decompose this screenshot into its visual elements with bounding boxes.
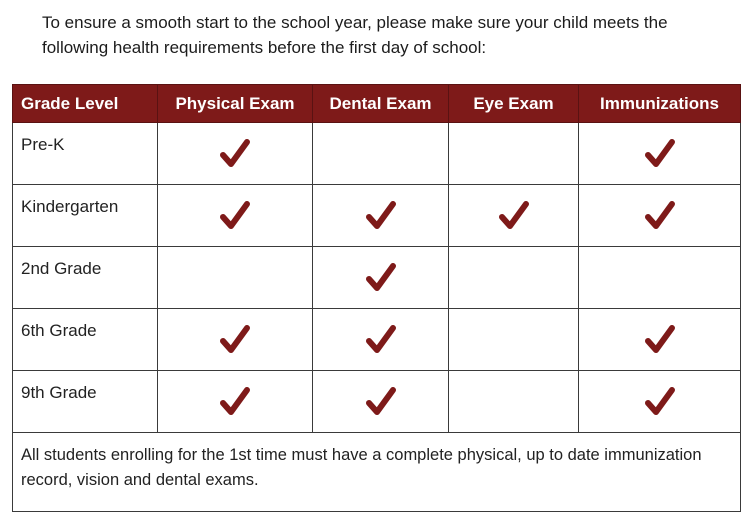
checkmark-icon <box>643 199 677 233</box>
requirement-cell <box>449 123 579 185</box>
health-requirements-table <box>12 84 741 512</box>
checkmark-icon <box>364 199 398 233</box>
grade-label: Kindergarten <box>21 197 119 216</box>
requirement-cell <box>449 309 579 371</box>
table-row <box>13 371 741 433</box>
requirement-cell <box>158 123 313 185</box>
table-header-row <box>13 85 741 123</box>
requirement-cell <box>579 309 741 371</box>
checkmark-icon <box>218 137 252 171</box>
checkmark-icon <box>364 261 398 295</box>
requirement-cell <box>579 185 741 247</box>
requirement-cell <box>158 247 313 309</box>
intro-text: To ensure a smooth start to the school year, please make sure your child meets the following health requirements before the first day of school: <box>42 13 668 57</box>
table-row <box>13 247 741 309</box>
requirement-cell <box>579 247 741 309</box>
checkmark-icon <box>643 323 677 357</box>
header-dental-exam: Dental Exam <box>313 85 449 123</box>
checkmark-icon <box>218 323 252 357</box>
requirement-cell <box>579 371 741 433</box>
requirement-cell <box>313 123 449 185</box>
grade-label: 2nd Grade <box>21 259 102 278</box>
requirement-cell <box>313 309 449 371</box>
requirement-cell <box>158 185 313 247</box>
footnote-row <box>13 433 741 512</box>
checkmark-icon <box>643 137 677 171</box>
grade-label: Pre-K <box>21 135 65 154</box>
grade-cell <box>13 185 158 247</box>
checkmark-icon <box>364 385 398 419</box>
requirement-cell <box>449 371 579 433</box>
header-grade-level: Grade Level <box>13 85 158 123</box>
table-row <box>13 123 741 185</box>
grade-label: 9th Grade <box>21 383 97 402</box>
requirement-cell <box>313 185 449 247</box>
requirement-cell <box>579 123 741 185</box>
table-row <box>13 185 741 247</box>
grade-label: 6th Grade <box>21 321 97 340</box>
requirement-cell <box>449 247 579 309</box>
grade-cell <box>13 371 158 433</box>
grade-cell <box>13 309 158 371</box>
checkmark-icon <box>218 199 252 233</box>
requirement-cell <box>313 371 449 433</box>
header-eye-exam: Eye Exam <box>449 85 579 123</box>
table-row <box>13 309 741 371</box>
checkmark-icon <box>364 323 398 357</box>
requirement-cell <box>449 185 579 247</box>
grade-cell <box>13 247 158 309</box>
footnote-text: All students enrolling for the 1st time must have a complete physical, up to date immunization record, vision and dental exams. <box>13 433 741 512</box>
header-physical-exam: Physical Exam <box>158 85 313 123</box>
requirement-cell <box>158 371 313 433</box>
checkmark-icon <box>643 385 677 419</box>
checkmark-icon <box>497 199 531 233</box>
requirement-cell <box>313 247 449 309</box>
checkmark-icon <box>218 385 252 419</box>
requirement-cell <box>158 309 313 371</box>
header-immunizations: Immunizations <box>579 85 741 123</box>
grade-cell <box>13 123 158 185</box>
